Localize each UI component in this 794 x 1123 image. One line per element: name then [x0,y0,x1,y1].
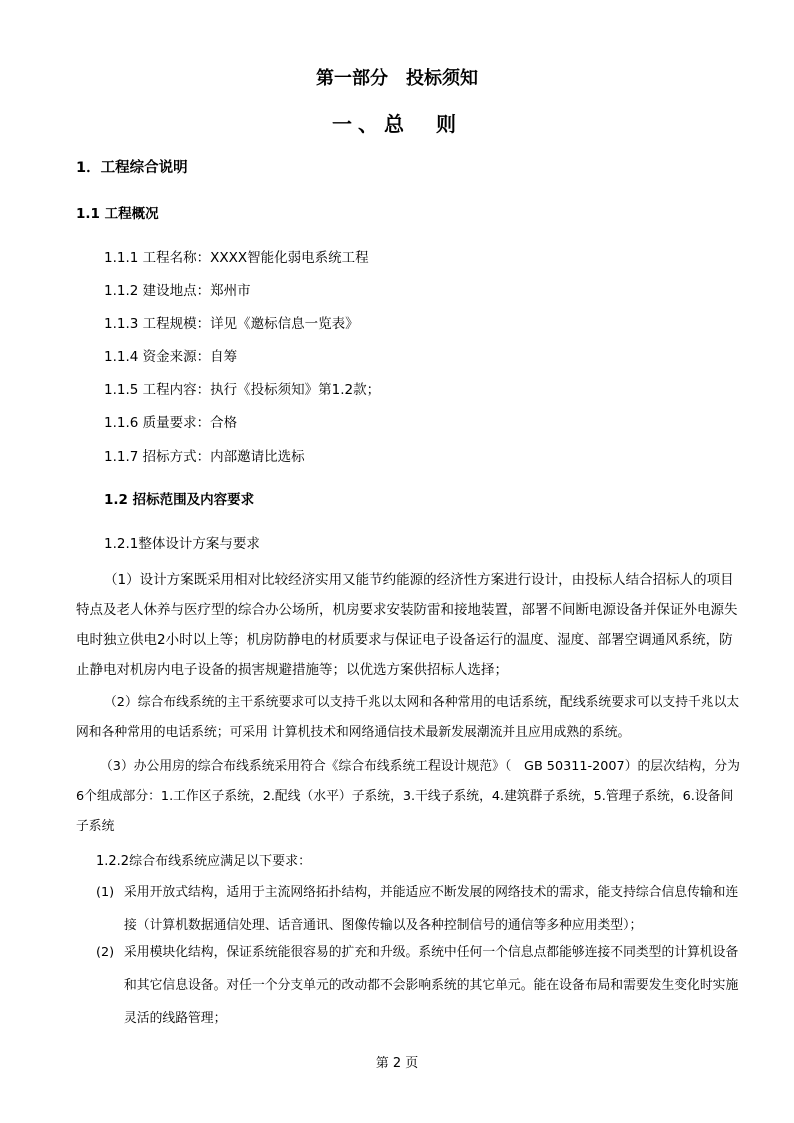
list-item-text: 采用模块化结构，保证系统能很容易的扩充和升级。系统中任何一个信息点都能够连接不同类型的计算机设备和其它信息设备。对任一个分支单元的改动都不会影响系统的其它单元。能在设备布局和需要发生变化时实施灵活的线路管理； [124,945,739,1026]
list-item [96,936,746,1035]
section-heading-1-1: 1.1 工程概况 [76,206,159,222]
list-item-number: (2) [96,945,115,960]
list-item [96,876,746,942]
overview-item: 1.1.3 工程规模：详见《邀标信息一览表》 [104,316,359,332]
overview-item: 1.1.2 建设地点：郑州市 [104,283,251,299]
list-item-number: (1) [96,885,115,900]
paragraph-cabling-structure: （3）办公用房的综合布线系统采用符合《综合布线系统工程设计规范》（ GB 50311-2007）的层次结构，分为6个组成部分：1.工作区子系统，2.配线（水平）子系统，3.干线子系统，4.建筑群子系统，5.管理子系统，6.设备间子系统 [76,759,740,834]
page-footer: 第 2 页 [375,1056,419,1071]
section-heading-1: 1．工程综合说明 [76,160,188,176]
section-heading-1-2: 1.2 招标范围及内容要求 [104,492,255,508]
chapter-title: 一、总 则 [332,112,462,136]
overview-item: 1.1.7 招标方式：内部邀请比选标 [104,449,305,465]
paragraph-design-scheme: （1）设计方案既采用相对比较经济实用又能节约能源的经济性方案进行设计，由投标人结合招标人的项目特点及老人休养与医疗型的综合办公场所，机房要求安装防雷和接地装置，部署不间断电源设备并保证外电源失电时独立供电2小时以上等；机房防静电的材质要求与保证电子设备运行的温度、湿度、部署空调通风系统，防止静电对机房内电子设备的损害规避措施等；以优选方案供招标人选择； [76,572,738,678]
overview-item: 1.1.1 工程名称：XXXX智能化弱电系统工程 [104,250,369,266]
part-title: 第一部分 投标须知 [316,68,478,89]
section-heading-1-2-1: 1.2.1整体设计方案与要求 [104,536,260,552]
overview-item: 1.1.6 质量要求：合格 [104,415,238,431]
overview-item: 1.1.4 资金来源：自筹 [104,349,238,365]
section-heading-1-2-2: 1.2.2综合布线系统应满足以下要求： [96,854,312,869]
overview-item: 1.1.5 工程内容：执行《投标须知》第1.2款； [104,382,381,398]
paragraph-cabling-backbone: （2）综合布线系统的主干系统要求可以支持千兆以太网和各种常用的电话系统，配线系统要求可以支持千兆以太网和各种常用的电话系统；可采用 计算机技术和网络通信技术最新发展潮流并且应用成熟的系统。 [76,695,740,740]
list-item-text: 采用开放式结构，适用于主流网络拓扑结构，并能适应不断发展的网络技术的需求，能支持综合信息传输和连接（计算机数据通信处理、话音通讯、图像传输以及各种控制信号的通信等多种应用类型）； [124,885,739,933]
